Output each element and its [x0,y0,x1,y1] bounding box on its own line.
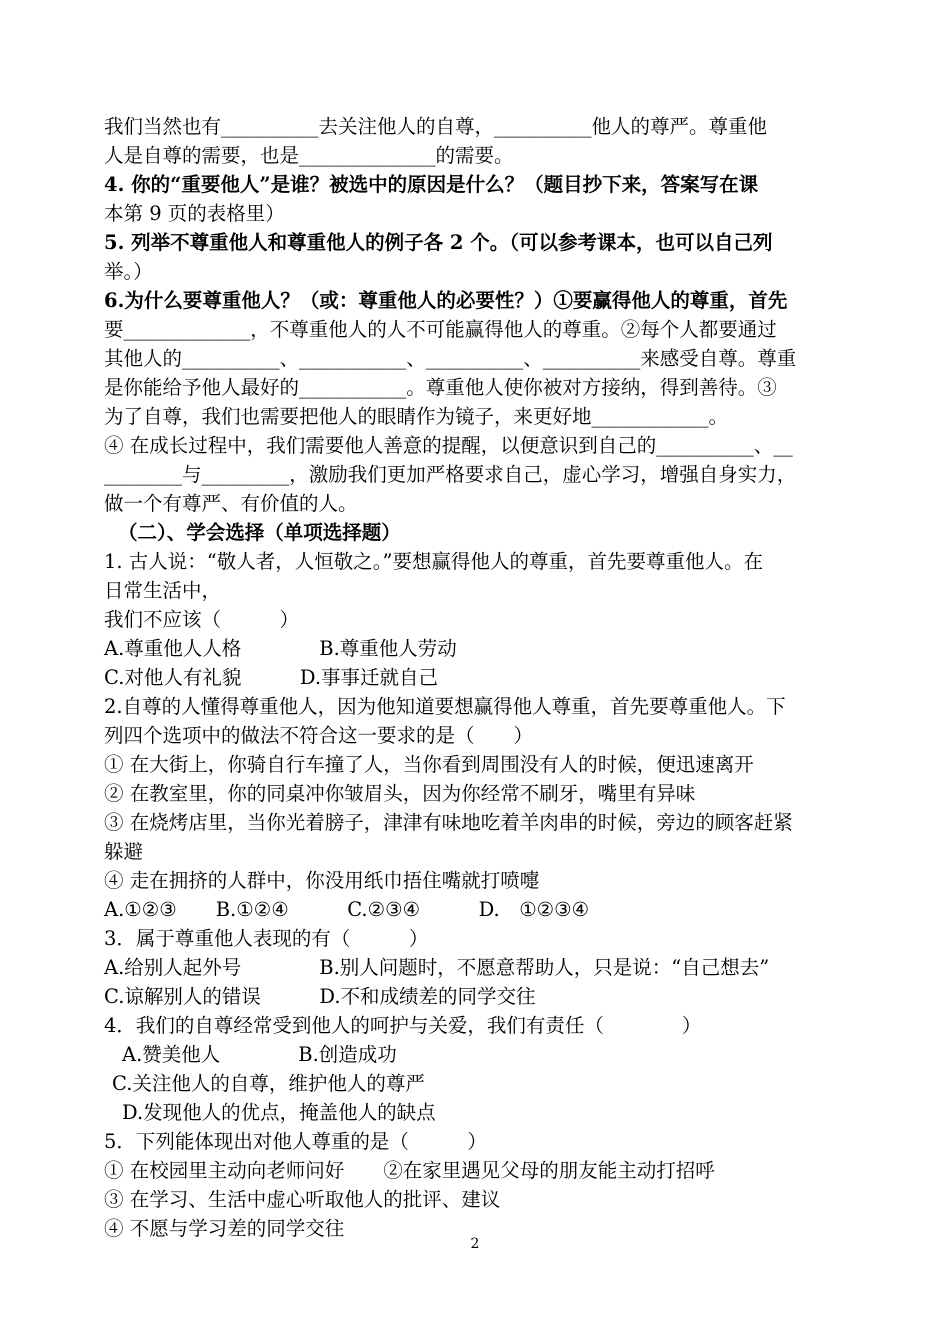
question-text: 日常生活中， [104,579,222,602]
option-line: ③ 在学习、生活中虚心听取他人的批评、建议 [104,1188,501,1211]
option-line: C.关注他人的自尊，维护他人的尊严 [112,1072,425,1095]
section-heading: （二）、学会选择（单项选择题） [118,521,401,544]
option-line: 躲避 [104,840,144,863]
text-line: 我们当然也有__________去关注他人的自尊，__________他人的尊严。尊重他 [104,115,768,138]
text-line: 要_____________，不尊重他人的人不可能赢得他人的尊重。②每个人都要通过 [104,318,777,341]
option-line: ① 在大街上，你骑自行车撞了人，当你看到周围没有人的时候，便迅速离开 [104,753,754,776]
option-line: C.对他人有礼貌 D.事事迁就自己 [104,666,439,689]
text-line: 举。） [104,260,153,283]
option-line: A.①②③ B.①②④ C.②③④ D. ①②③④ [104,898,590,921]
option-line: A.尊重他人人格 B.尊重他人劳动 [104,637,457,660]
option-line: ① 在校园里主动向老师问好 ②在家里遇见父母的朋友能主动打招呼 [104,1159,715,1182]
page-number: 2 [470,1236,480,1252]
option-line: C.谅解别人的错误 D.不和成绩差的同学交往 [104,985,536,1008]
text-line: ________与_________，激励我们更加严格要求自己，虚心学习，增强自身实力， [104,463,797,486]
question-text: 列四个选项中的做法不符合这一要求的是（ ） [104,724,534,747]
question-text: 5．下列能体现出对他人尊重的是（ ） [104,1130,487,1153]
question-text: 3．属于尊重他人表现的有（ ） [104,927,429,950]
question-text: 1. 古人说：“敬人者，人恒敬之。”要想赢得他人的尊重，首先要尊重他人。在 [104,550,763,573]
question-text: 4．我们的自尊经常受到他人的呵护与关爱，我们有责任（ ） [104,1014,702,1037]
option-line: A.给别人起外号 B.别人问题时，不愿意帮助人，只是说：“自己想去” [104,956,770,979]
text-line: 其他人的__________、___________、__________、__________来感受自尊。尊重 [104,347,797,370]
option-line: ④ 走在拥挤的人群中，你没用纸巾捂住嘴就打喷嚏 [104,869,540,892]
question-heading: 6.为什么要尊重他人？（或：尊重他人的必要性？）①要赢得他人的尊重，首先 [104,289,788,312]
text-line: ④ 在成长过程中，我们需要他人善意的提醒，以便意识到自己的__________、__ [104,434,793,457]
question-text: 我们不应该（ ） [104,608,300,631]
text-line: 人是自尊的需要，也是______________的需要。 [104,144,514,167]
text-line: 本第 9 页的表格里） [104,202,285,225]
text-line: 为了自尊，我们也需要把他人的眼睛作为镜子，来更好地____________。 [104,405,729,428]
text-line: 是你能给予他人最好的___________。尊重他人使你被对方接纳，得到善待。③ [104,376,777,399]
page-body [104,112,849,1243]
question-text: 2.自尊的人懂得尊重他人，因为他知道要想赢得他人尊重，首先要尊重他人。下 [104,695,786,718]
option-line: A.赞美他人 B.创造成功 [122,1043,397,1066]
option-line: ③ 在烧烤店里，当你光着膀子，津津有味地吃着羊肉串的时候，旁边的顾客赶紧 [104,811,793,834]
text-line: 做一个有尊严、有价值的人。 [104,492,358,515]
option-line: ② 在教室里，你的同桌冲你皱眉头，因为你经常不刷牙，嘴里有异味 [104,782,696,805]
question-heading: 5. 列举不尊重他人和尊重他人的例子各 2 个。（可以参考课本，也可以自己列 [104,231,773,254]
option-line: ④ 不愿与学习差的同学交往 [104,1217,345,1240]
question-heading: 4. 你的“重要他人”是谁？被选中的原因是什么？（题目抄下来，答案写在课 [104,173,759,196]
option-line: D.发现他人的优点，掩盖他人的缺点 [122,1101,436,1124]
